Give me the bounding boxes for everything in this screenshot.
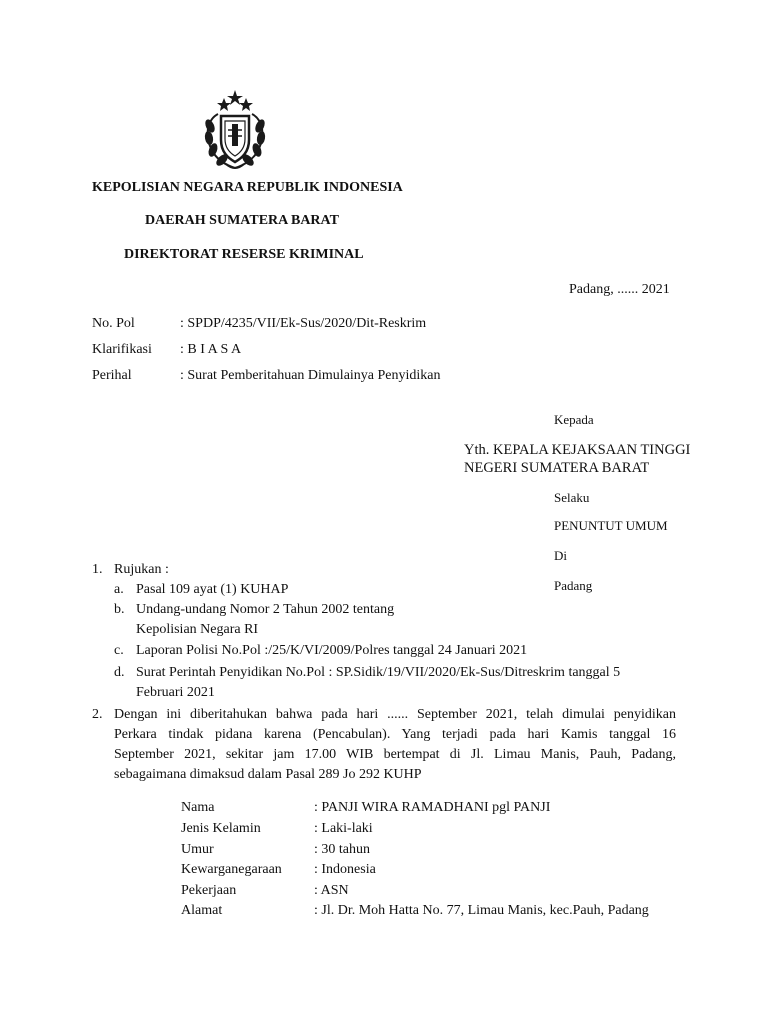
meta-label-nopol: No. Pol [92, 316, 135, 331]
identity-label-kewarganegaraan: Kewarganegaraan [181, 862, 282, 877]
section1-item-a-letter: a. [114, 582, 124, 597]
identity-label-umur: Umur [181, 842, 214, 857]
header-org-line3: DIREKTORAT RESERSE KRIMINAL [124, 247, 364, 262]
section2-line2: Perkara tindak pidana karena (Pencabulan). Yang terjadi pada hari Kamis tanggal 16 [114, 727, 676, 742]
section1-item-c-letter: c. [114, 643, 124, 658]
identity-label-alamat: Alamat [181, 903, 223, 918]
identity-label-pekerjaan: Pekerjaan [181, 883, 237, 898]
identity-value-nama: : PANJI WIRA RAMADHANI pgl PANJI [314, 800, 551, 815]
police-emblem-logo [196, 88, 274, 176]
header-org-line1: KEPOLISIAN NEGARA REPUBLIK INDONESIA [92, 180, 403, 195]
recipient-yth-line1: Yth. KEPALA KEJAKSAAN TINGGI [464, 442, 691, 458]
section1-item-d-text-cont: Februari 2021 [136, 685, 215, 700]
section1-item-a-text: Pasal 109 ayat (1) KUHAP [136, 582, 289, 597]
recipient-kepada: Kepada [554, 412, 594, 427]
identity-value-umur: : 30 tahun [314, 842, 370, 857]
section2-number: 2. [92, 707, 103, 722]
meta-value-perihal: : Surat Pemberitahuan Dimulainya Penyidikan [180, 368, 441, 383]
recipient-selaku: Selaku [554, 490, 590, 505]
recipient-di: Di [554, 548, 567, 563]
section1-number: 1. [92, 562, 103, 577]
section1-item-b-text: Undang-undang Nomor 2 Tahun 2002 tentang [136, 602, 395, 617]
section1-item-d-letter: d. [114, 665, 125, 680]
section2-line4: sebagaimana dimaksud dalam Pasal 289 Jo 292 KUHP [114, 767, 422, 782]
identity-label-jenis-kelamin: Jenis Kelamin [181, 821, 261, 836]
meta-label-perihal: Perihal [92, 368, 132, 383]
recipient-role: PENUNTUT UMUM [554, 518, 668, 533]
section1-item-b-letter: b. [114, 602, 125, 617]
recipient-yth-line2: NEGERI SUMATERA BARAT [464, 460, 650, 476]
section2-line1: Dengan ini diberitahukan bahwa pada hari ...... September 2021, telah dimulai penyidikan [114, 707, 676, 722]
meta-label-klarifikasi: Klarifikasi [92, 342, 152, 357]
identity-label-nama: Nama [181, 800, 215, 815]
identity-value-kewarganegaraan: : Indonesia [314, 862, 376, 877]
recipient-city: Padang [554, 578, 593, 593]
identity-value-alamat: : Jl. Dr. Moh Hatta No. 77, Limau Manis, kec.Pauh, Padang [314, 903, 649, 918]
identity-value-pekerjaan: : ASN [314, 883, 349, 898]
section1-item-c-text: Laporan Polisi No.Pol :/25/K/VI/2009/Polres tanggal 24 Januari 2021 [136, 643, 528, 658]
meta-value-nopol: : SPDP/4235/VII/Ek-Sus/2020/Dit-Reskrim [180, 316, 427, 331]
section1-item-d-text: Surat Perintah Penyidikan No.Pol : SP.Sidik/19/VII/2020/Ek-Sus/Ditreskrim tanggal 5 [136, 665, 621, 680]
meta-value-klarifikasi: : B I A S A [180, 342, 242, 357]
place-date: Padang, ...... 2021 [569, 282, 670, 297]
identity-value-jenis-kelamin: : Laki-laki [314, 821, 373, 836]
section1-title: Rujukan : [114, 562, 169, 577]
section1-item-b-text-cont: Kepolisian Negara RI [136, 622, 259, 637]
section2-line3: September 2021, sekitar jam 17.00 WIB bertempat di Jl. Limau Manis, Pauh, Padang, [114, 747, 676, 762]
header-org-line2: DAERAH SUMATERA BARAT [145, 213, 339, 228]
